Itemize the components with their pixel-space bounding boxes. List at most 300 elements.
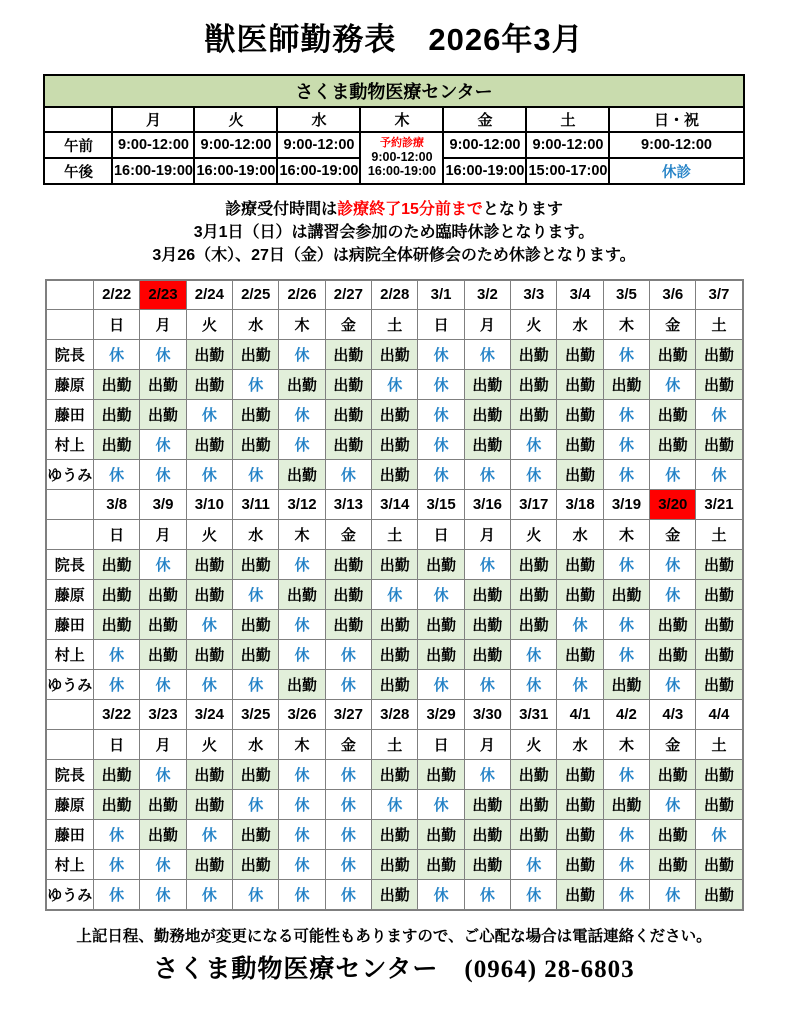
date-cell: 3/15 xyxy=(418,490,464,520)
weekday-cell: 金 xyxy=(650,730,696,760)
shift-cell: 休 xyxy=(557,670,603,700)
weekday-cell: 月 xyxy=(464,730,510,760)
footer-disclaimer: 上記日程、勤務地が変更になる可能性もありますので、ご心配な場合は電話連絡ください。 xyxy=(76,927,712,945)
shift-cell: 出勤 xyxy=(140,820,186,850)
shift-cell: 休 xyxy=(233,460,279,490)
thursday-pm-hours: 16:00-19:00 xyxy=(367,164,437,179)
shift-cell: 出勤 xyxy=(233,430,279,460)
date-cell: 2/22 xyxy=(94,280,140,310)
shift-cell: 出勤 xyxy=(650,640,696,670)
shift-cell: 出勤 xyxy=(94,580,140,610)
shift-cell: 休 xyxy=(418,400,464,430)
shift-cell: 休 xyxy=(464,670,510,700)
weekday-cell: 日 xyxy=(94,520,140,550)
empty-corner-cell xyxy=(46,520,94,550)
hours-cell: 16:00-19:00 xyxy=(112,158,194,184)
reservation-only-label: 予約診療 xyxy=(379,137,424,150)
shift-cell: 休 xyxy=(603,760,649,790)
date-cell: 3/5 xyxy=(603,280,649,310)
shift-cell: 出勤 xyxy=(650,430,696,460)
morning-hours-row xyxy=(44,132,743,158)
shift-cell: 出勤 xyxy=(94,370,140,400)
shift-cell: 休 xyxy=(418,580,464,610)
shift-cell: 休 xyxy=(511,430,557,460)
shift-cell: 休 xyxy=(279,340,325,370)
hours-cell: 16:00-19:00 xyxy=(443,158,526,184)
staff-shift-row xyxy=(46,880,743,910)
shift-cell: 出勤 xyxy=(557,580,603,610)
shift-cell: 休 xyxy=(325,460,371,490)
weekday-cell: 金 xyxy=(650,520,696,550)
shift-cell: 休 xyxy=(603,640,649,670)
shift-cell: 出勤 xyxy=(418,760,464,790)
shift-cell: 出勤 xyxy=(603,790,649,820)
weekday-cell: 日 xyxy=(94,310,140,340)
shift-cell: 出勤 xyxy=(603,370,649,400)
staff-name-cell: ゆうみ xyxy=(46,460,94,490)
date-cell: 3/9 xyxy=(140,490,186,520)
staff-shift-row xyxy=(46,850,743,880)
shift-cell: 休 xyxy=(186,460,232,490)
shift-cell: 出勤 xyxy=(650,400,696,430)
shift-cell: 出勤 xyxy=(511,400,557,430)
shift-cell: 出勤 xyxy=(650,760,696,790)
shift-cell: 出勤 xyxy=(696,790,743,820)
staff-shift-row xyxy=(46,460,743,490)
shift-cell: 出勤 xyxy=(279,370,325,400)
shift-cell: 休 xyxy=(511,670,557,700)
date-cell: 4/3 xyxy=(650,700,696,730)
shift-cell: 休 xyxy=(140,430,186,460)
shift-cell: 出勤 xyxy=(603,580,649,610)
date-cell: 3/27 xyxy=(325,700,371,730)
notice-line-march26-27: 3月26（木）、27日（金）は病院全体研修会のため休診となります。 xyxy=(152,247,636,265)
empty-corner-cell xyxy=(46,310,94,340)
staff-name-cell: 藤田 xyxy=(46,400,94,430)
weekday-cell: 土 xyxy=(372,520,418,550)
hours-cell: 9:00-12:00 xyxy=(112,132,194,158)
weekday-cell: 火 xyxy=(511,310,557,340)
date-cell: 3/6 xyxy=(650,280,696,310)
empty-corner-cell xyxy=(46,490,94,520)
hours-cell: 16:00-19:00 xyxy=(194,158,277,184)
shift-cell: 出勤 xyxy=(140,370,186,400)
shift-cell: 休 xyxy=(696,460,743,490)
shift-cell: 出勤 xyxy=(418,640,464,670)
shift-cell: 休 xyxy=(464,340,510,370)
shift-cell: 休 xyxy=(464,880,510,910)
hours-cell: 9:00-12:00 xyxy=(277,132,360,158)
staff-name-cell: 藤原 xyxy=(46,370,94,400)
weekday-cell: 土 xyxy=(696,730,743,760)
staff-shift-row xyxy=(46,760,743,790)
staff-shift-row xyxy=(46,640,743,670)
shift-cell: 出勤 xyxy=(372,610,418,640)
hours-cell: 9:00-12:00 xyxy=(526,132,609,158)
shift-cell: 出勤 xyxy=(418,550,464,580)
shift-cell: 休 xyxy=(325,790,371,820)
shift-cell: 出勤 xyxy=(140,580,186,610)
shift-cell: 出勤 xyxy=(696,880,743,910)
weekday-cell: 木 xyxy=(279,520,325,550)
shift-cell: 出勤 xyxy=(372,550,418,580)
weekday-cell: 土 xyxy=(696,310,743,340)
shift-cell: 休 xyxy=(233,880,279,910)
shift-cell: 休 xyxy=(94,850,140,880)
shift-cell: 休 xyxy=(325,760,371,790)
weekday-cell: 木 xyxy=(279,310,325,340)
weekday-cell: 土 xyxy=(372,310,418,340)
shift-cell: 休 xyxy=(696,820,743,850)
shift-cell: 出勤 xyxy=(279,580,325,610)
staff-name-cell: 藤原 xyxy=(46,580,94,610)
notice-line-march1: 3月1日（日）は講習会参加のため臨時休診となります。 xyxy=(193,224,595,242)
shift-cell: 出勤 xyxy=(372,640,418,670)
shift-cell: 休 xyxy=(279,850,325,880)
thursday-am-hours: 9:00-12:00 xyxy=(371,149,433,164)
shift-cell: 休 xyxy=(464,760,510,790)
shift-cell: 出勤 xyxy=(372,400,418,430)
weekday-header-row xyxy=(44,107,743,132)
date-header-row xyxy=(46,280,743,310)
shift-cell: 休 xyxy=(325,640,371,670)
date-cell: 2/27 xyxy=(325,280,371,310)
shift-cell: 出勤 xyxy=(650,610,696,640)
shift-cell: 出勤 xyxy=(418,610,464,640)
weekday-cell: 土 xyxy=(526,107,609,132)
staff-name-cell: ゆうみ xyxy=(46,880,94,910)
shift-cell: 休 xyxy=(418,430,464,460)
weekday-row xyxy=(46,520,743,550)
weekday-cell: 金 xyxy=(325,310,371,340)
shift-cell: 出勤 xyxy=(511,760,557,790)
shift-cell: 休 xyxy=(557,610,603,640)
empty-corner-cell xyxy=(46,730,94,760)
shift-cell: 出勤 xyxy=(511,370,557,400)
date-cell: 3/11 xyxy=(233,490,279,520)
staff-shift-row xyxy=(46,550,743,580)
shift-cell: 休 xyxy=(650,580,696,610)
shift-cell: 出勤 xyxy=(557,880,603,910)
shift-cell: 休 xyxy=(603,430,649,460)
date-cell: 3/26 xyxy=(279,700,325,730)
shift-cell: 休 xyxy=(140,670,186,700)
weekday-cell: 金 xyxy=(650,310,696,340)
staff-shift-row xyxy=(46,370,743,400)
shift-cell: 出勤 xyxy=(372,460,418,490)
page-title: 獣医師勤務表 2026年3月 xyxy=(204,22,584,57)
date-cell: 2/25 xyxy=(233,280,279,310)
shift-cell: 出勤 xyxy=(233,820,279,850)
notice-line1-post: となります xyxy=(482,201,563,218)
shift-cell: 出勤 xyxy=(94,430,140,460)
date-cell: 2/24 xyxy=(186,280,232,310)
date-cell: 2/28 xyxy=(372,280,418,310)
sunday-closed-cell: 休診 xyxy=(609,158,743,184)
shift-cell: 出勤 xyxy=(696,340,743,370)
shift-cell: 出勤 xyxy=(696,610,743,640)
shift-cell: 出勤 xyxy=(325,550,371,580)
staff-shift-row xyxy=(46,670,743,700)
shift-cell: 出勤 xyxy=(94,790,140,820)
shift-cell: 出勤 xyxy=(372,430,418,460)
business-hours-table xyxy=(43,74,744,185)
shift-cell: 出勤 xyxy=(186,550,232,580)
shift-cell: 出勤 xyxy=(557,640,603,670)
staff-name-cell: 院長 xyxy=(46,760,94,790)
shift-cell: 休 xyxy=(603,610,649,640)
shift-cell: 休 xyxy=(650,790,696,820)
weekday-cell: 木 xyxy=(603,310,649,340)
shift-cell: 出勤 xyxy=(233,400,279,430)
shift-cell: 出勤 xyxy=(696,760,743,790)
staff-shift-row xyxy=(46,610,743,640)
weekday-cell: 水 xyxy=(233,310,279,340)
staff-shift-table xyxy=(45,279,744,911)
shift-cell: 出勤 xyxy=(696,550,743,580)
weekday-cell: 日 xyxy=(94,730,140,760)
weekday-row xyxy=(46,730,743,760)
shift-cell: 休 xyxy=(94,820,140,850)
date-cell: 3/20 xyxy=(650,490,696,520)
shift-cell: 休 xyxy=(464,550,510,580)
weekday-cell: 金 xyxy=(325,730,371,760)
shift-cell: 休 xyxy=(186,610,232,640)
thursday-reservation-cell xyxy=(360,132,443,184)
weekday-cell: 木 xyxy=(603,520,649,550)
shift-cell: 休 xyxy=(94,340,140,370)
footer-clinic-phone: さくま動物医療センター (0964) 28-6803 xyxy=(153,955,635,983)
date-cell: 3/30 xyxy=(464,700,510,730)
shift-cell: 休 xyxy=(372,580,418,610)
weekday-cell: 土 xyxy=(696,520,743,550)
shift-cell: 出勤 xyxy=(186,580,232,610)
shift-cell: 出勤 xyxy=(511,790,557,820)
shift-cell: 出勤 xyxy=(511,820,557,850)
weekday-cell: 木 xyxy=(360,107,443,132)
shift-cell: 出勤 xyxy=(557,790,603,820)
weekday-cell: 日・祝 xyxy=(609,107,743,132)
date-cell: 4/2 xyxy=(603,700,649,730)
shift-cell: 出勤 xyxy=(650,850,696,880)
shift-cell: 出勤 xyxy=(372,880,418,910)
weekday-cell: 月 xyxy=(112,107,194,132)
date-cell: 4/4 xyxy=(696,700,743,730)
weekday-cell: 水 xyxy=(557,310,603,340)
staff-name-cell: 藤田 xyxy=(46,610,94,640)
shift-cell: 休 xyxy=(140,460,186,490)
weekday-cell: 火 xyxy=(511,520,557,550)
date-cell: 3/13 xyxy=(325,490,371,520)
shift-cell: 出勤 xyxy=(325,610,371,640)
shift-cell: 出勤 xyxy=(511,580,557,610)
shift-cell: 出勤 xyxy=(186,850,232,880)
shift-cell: 休 xyxy=(140,760,186,790)
date-cell: 4/1 xyxy=(557,700,603,730)
weekday-cell: 水 xyxy=(233,730,279,760)
date-cell: 3/19 xyxy=(603,490,649,520)
shift-cell: 休 xyxy=(279,760,325,790)
notice-line1-pre: 診療受付時間は xyxy=(225,201,338,218)
shift-cell: 休 xyxy=(603,850,649,880)
empty-corner-cell xyxy=(46,700,94,730)
shift-cell: 休 xyxy=(279,640,325,670)
shift-cell: 休 xyxy=(140,340,186,370)
shift-cell: 休 xyxy=(94,460,140,490)
shift-cell: 出勤 xyxy=(140,400,186,430)
shift-cell: 出勤 xyxy=(186,760,232,790)
shift-cell: 出勤 xyxy=(94,550,140,580)
shift-cell: 出勤 xyxy=(464,790,510,820)
hours-cell: 9:00-12:00 xyxy=(194,132,277,158)
shift-cell: 出勤 xyxy=(372,850,418,880)
empty-corner-cell xyxy=(46,280,94,310)
shift-cell: 出勤 xyxy=(140,790,186,820)
shift-cell: 休 xyxy=(418,880,464,910)
shift-cell: 出勤 xyxy=(418,820,464,850)
shift-cell: 休 xyxy=(140,880,186,910)
shift-cell: 出勤 xyxy=(279,670,325,700)
shift-cell: 出勤 xyxy=(325,340,371,370)
shift-cell: 出勤 xyxy=(279,460,325,490)
date-cell: 3/29 xyxy=(418,700,464,730)
date-cell: 3/7 xyxy=(696,280,743,310)
shift-cell: 休 xyxy=(696,400,743,430)
shift-cell: 休 xyxy=(650,670,696,700)
shift-cell: 休 xyxy=(325,880,371,910)
staff-name-cell: 村上 xyxy=(46,640,94,670)
notice-line-reception xyxy=(0,198,788,221)
shift-cell: 出勤 xyxy=(557,400,603,430)
date-cell: 2/23 xyxy=(140,280,186,310)
date-cell: 3/2 xyxy=(464,280,510,310)
shift-cell: 出勤 xyxy=(233,610,279,640)
shift-cell: 休 xyxy=(233,580,279,610)
shift-cell: 休 xyxy=(511,880,557,910)
shift-cell: 出勤 xyxy=(696,430,743,460)
shift-cell: 休 xyxy=(418,370,464,400)
notice-text-block xyxy=(0,198,788,268)
staff-shift-row xyxy=(46,580,743,610)
staff-name-cell: 藤田 xyxy=(46,820,94,850)
shift-cell: 休 xyxy=(603,340,649,370)
date-header-row xyxy=(46,700,743,730)
shift-cell: 休 xyxy=(603,820,649,850)
weekday-cell: 水 xyxy=(277,107,360,132)
weekday-cell: 金 xyxy=(443,107,526,132)
shift-cell: 出勤 xyxy=(233,340,279,370)
shift-cell: 休 xyxy=(279,610,325,640)
weekday-cell: 水 xyxy=(557,520,603,550)
shift-cell: 出勤 xyxy=(464,850,510,880)
staff-name-cell: 村上 xyxy=(46,850,94,880)
staff-name-cell: 藤原 xyxy=(46,790,94,820)
shift-cell: 出勤 xyxy=(233,850,279,880)
date-cell: 3/8 xyxy=(94,490,140,520)
staff-shift-row xyxy=(46,400,743,430)
shift-cell: 出勤 xyxy=(186,340,232,370)
shift-cell: 出勤 xyxy=(140,610,186,640)
weekday-row xyxy=(46,310,743,340)
shift-cell: 出勤 xyxy=(557,430,603,460)
staff-name-cell: 村上 xyxy=(46,430,94,460)
staff-shift-row xyxy=(46,820,743,850)
staff-shift-row xyxy=(46,430,743,460)
date-cell: 3/24 xyxy=(186,700,232,730)
hours-cell: 9:00-12:00 xyxy=(609,132,743,158)
shift-cell: 出勤 xyxy=(464,580,510,610)
weekday-cell: 月 xyxy=(464,310,510,340)
date-cell: 2/26 xyxy=(279,280,325,310)
hours-cell: 9:00-12:00 xyxy=(443,132,526,158)
shift-cell: 出勤 xyxy=(233,550,279,580)
date-cell: 3/25 xyxy=(233,700,279,730)
shift-cell: 休 xyxy=(186,670,232,700)
shift-cell: 出勤 xyxy=(557,460,603,490)
shift-cell: 出勤 xyxy=(94,760,140,790)
date-cell: 3/12 xyxy=(279,490,325,520)
shift-cell: 出勤 xyxy=(186,370,232,400)
shift-cell: 休 xyxy=(418,460,464,490)
shift-cell: 出勤 xyxy=(464,370,510,400)
shift-cell: 休 xyxy=(372,790,418,820)
notice-line1-red: 診療終了15分前まで xyxy=(337,201,483,218)
weekday-cell: 土 xyxy=(372,730,418,760)
date-cell: 3/31 xyxy=(511,700,557,730)
weekday-cell: 火 xyxy=(186,310,232,340)
weekday-cell: 月 xyxy=(464,520,510,550)
shift-cell: 出勤 xyxy=(464,610,510,640)
shift-cell: 休 xyxy=(418,340,464,370)
clinic-name-header: さくま動物医療センター xyxy=(44,75,743,107)
weekday-cell: 日 xyxy=(418,520,464,550)
shift-cell: 休 xyxy=(511,850,557,880)
weekday-cell: 月 xyxy=(140,310,186,340)
shift-cell: 休 xyxy=(94,670,140,700)
shift-cell: 出勤 xyxy=(233,640,279,670)
shift-cell: 休 xyxy=(650,880,696,910)
shift-cell: 出勤 xyxy=(511,550,557,580)
weekday-cell: 日 xyxy=(418,730,464,760)
weekday-cell: 火 xyxy=(186,730,232,760)
shift-cell: 休 xyxy=(325,670,371,700)
hours-cell: 16:00-19:00 xyxy=(277,158,360,184)
shift-cell: 休 xyxy=(603,460,649,490)
shift-cell: 出勤 xyxy=(696,370,743,400)
shift-cell: 出勤 xyxy=(325,430,371,460)
weekday-cell: 日 xyxy=(418,310,464,340)
staff-name-cell: 院長 xyxy=(46,550,94,580)
weekday-cell: 火 xyxy=(511,730,557,760)
weekday-cell: 金 xyxy=(325,520,371,550)
shift-cell: 休 xyxy=(325,850,371,880)
weekday-cell: 木 xyxy=(279,730,325,760)
date-cell: 3/3 xyxy=(511,280,557,310)
date-cell: 3/22 xyxy=(94,700,140,730)
shift-cell: 休 xyxy=(279,790,325,820)
shift-cell: 出勤 xyxy=(325,370,371,400)
shift-cell: 休 xyxy=(140,550,186,580)
shift-cell: 休 xyxy=(603,550,649,580)
shift-cell: 出勤 xyxy=(511,610,557,640)
shift-cell: 休 xyxy=(94,640,140,670)
hours-cell: 15:00-17:00 xyxy=(526,158,609,184)
shift-cell: 休 xyxy=(464,460,510,490)
shift-cell: 出勤 xyxy=(650,340,696,370)
shift-cell: 休 xyxy=(418,670,464,700)
weekday-cell: 火 xyxy=(194,107,277,132)
shift-cell: 休 xyxy=(186,820,232,850)
